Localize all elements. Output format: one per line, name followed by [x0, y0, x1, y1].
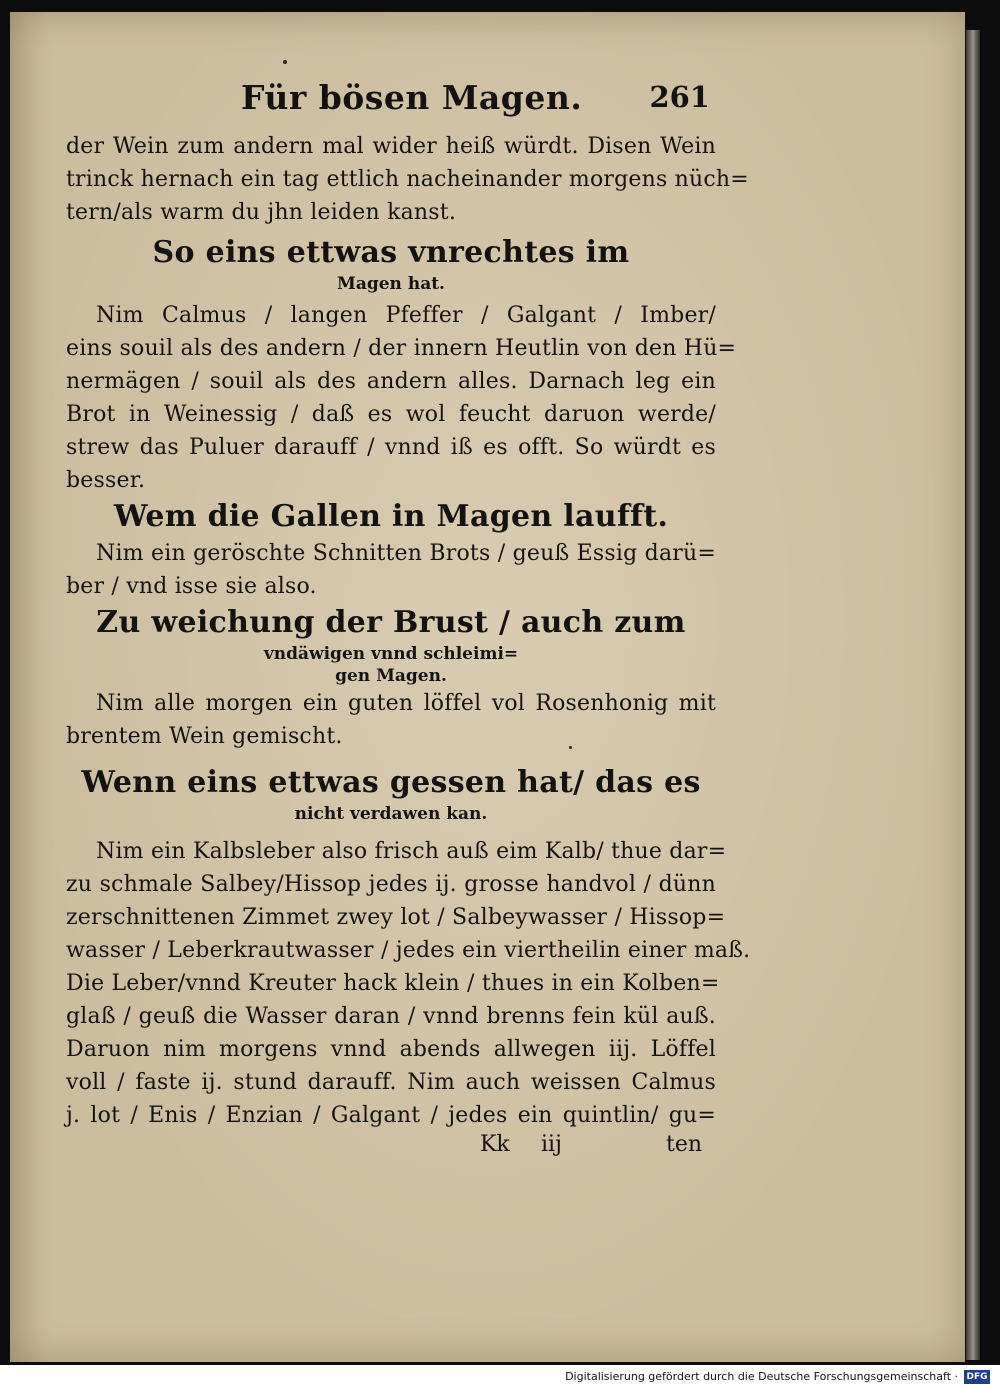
text-line: wasser / Leberkrautwasser / jedes ein viertheilin einer maß. — [66, 938, 751, 963]
funding-credit: Digitalisierung gefördert durch die Deutsche Forschungsgemeinschaft · — [565, 1370, 958, 1383]
ink-speck — [283, 60, 287, 64]
section-heading: So eins ettwas vnrechtes im — [152, 235, 630, 270]
text-line: Die Leber/vnnd Kreuter hack klein / thues in ein Kolben= — [66, 971, 720, 996]
section-subheading: nicht verdawen kan. — [294, 804, 488, 824]
section-subheading: gen Magen. — [335, 666, 447, 686]
signature-mark: Kk — [480, 1132, 510, 1157]
text-line: strew das Puluer darauff / vnnd iß es offt. So würdt es — [66, 435, 716, 460]
text-line: tern/als warm du jhn leiden kanst. — [66, 200, 457, 225]
signature-line — [66, 1132, 716, 1166]
text-line: voll / faste ij. stund darauff. Nim auch weissen Calmus — [66, 1070, 716, 1095]
text-line: eins souil als des andern / der innern Heutlin von den Hü= — [66, 336, 737, 361]
text-line: nermägen / souil als des andern alles. Darnach leg ein — [66, 369, 716, 394]
footer-bar — [0, 1369, 1000, 1387]
text-line: ber / vnd isse sie also. — [66, 574, 317, 599]
text-line: Brot in Weinessig / daß es wol feucht daruon werde/ — [66, 402, 716, 427]
text-line: glaß / geuß die Wasser daran / vnnd brenns fein kül auß. — [66, 1004, 716, 1029]
page-header — [66, 78, 716, 130]
text-line: Nim Calmus / langen Pfeffer / Galgant / Imber/ — [96, 303, 716, 328]
text-line: trinck hernach ein tag ettlich nacheinander morgens nüch= — [66, 167, 749, 192]
running-head: Für bösen Magen. — [241, 78, 583, 117]
text-line: brentem Wein gemischt. — [66, 724, 343, 749]
section-heading: Zu weichung der Brust / auch zum — [96, 605, 686, 640]
section-subheading: Magen hat. — [337, 274, 445, 294]
text-line: Nim ein geröschte Schnitten Brots / geuß Essig darü= — [96, 541, 716, 566]
section-heading: Wenn eins ettwas gessen hat/ das es — [81, 765, 701, 800]
catchword: ten — [666, 1132, 703, 1157]
dfg-logo: DFG — [964, 1370, 990, 1384]
text-line: besser. — [66, 468, 146, 493]
text-line: Daruon nim morgens vnnd abends allwegen iij. Löffel — [66, 1037, 716, 1062]
text-line: Nim alle morgen ein guten löffel vol Rosenhonig mit — [96, 691, 716, 716]
text-line: Nim ein Kalbsleber also frisch auß eim Kalb/ thue dar= — [96, 839, 727, 864]
page-number: 261 — [649, 80, 710, 114]
text-line: der Wein zum andern mal wider heiß würdt. Disen Wein — [66, 134, 716, 159]
signature-number: iij — [541, 1132, 562, 1157]
text-line: j. lot / Enis / Enzian / Galgant / jedes ein quintlin/ gu= — [66, 1103, 716, 1128]
text-line: zu schmale Salbey/Hissop jedes ij. grosse handvol / dünn — [66, 872, 716, 897]
section-subheading: vndäwigen vnnd schleimi= — [263, 644, 519, 664]
section-heading: Wem die Gallen in Magen laufft. — [113, 499, 669, 534]
text-line: zerschnittenen Zimmet zwey lot / Salbeywasser / Hissop= — [66, 905, 726, 930]
page-edge — [966, 30, 980, 1360]
page-text — [66, 78, 751, 1166]
